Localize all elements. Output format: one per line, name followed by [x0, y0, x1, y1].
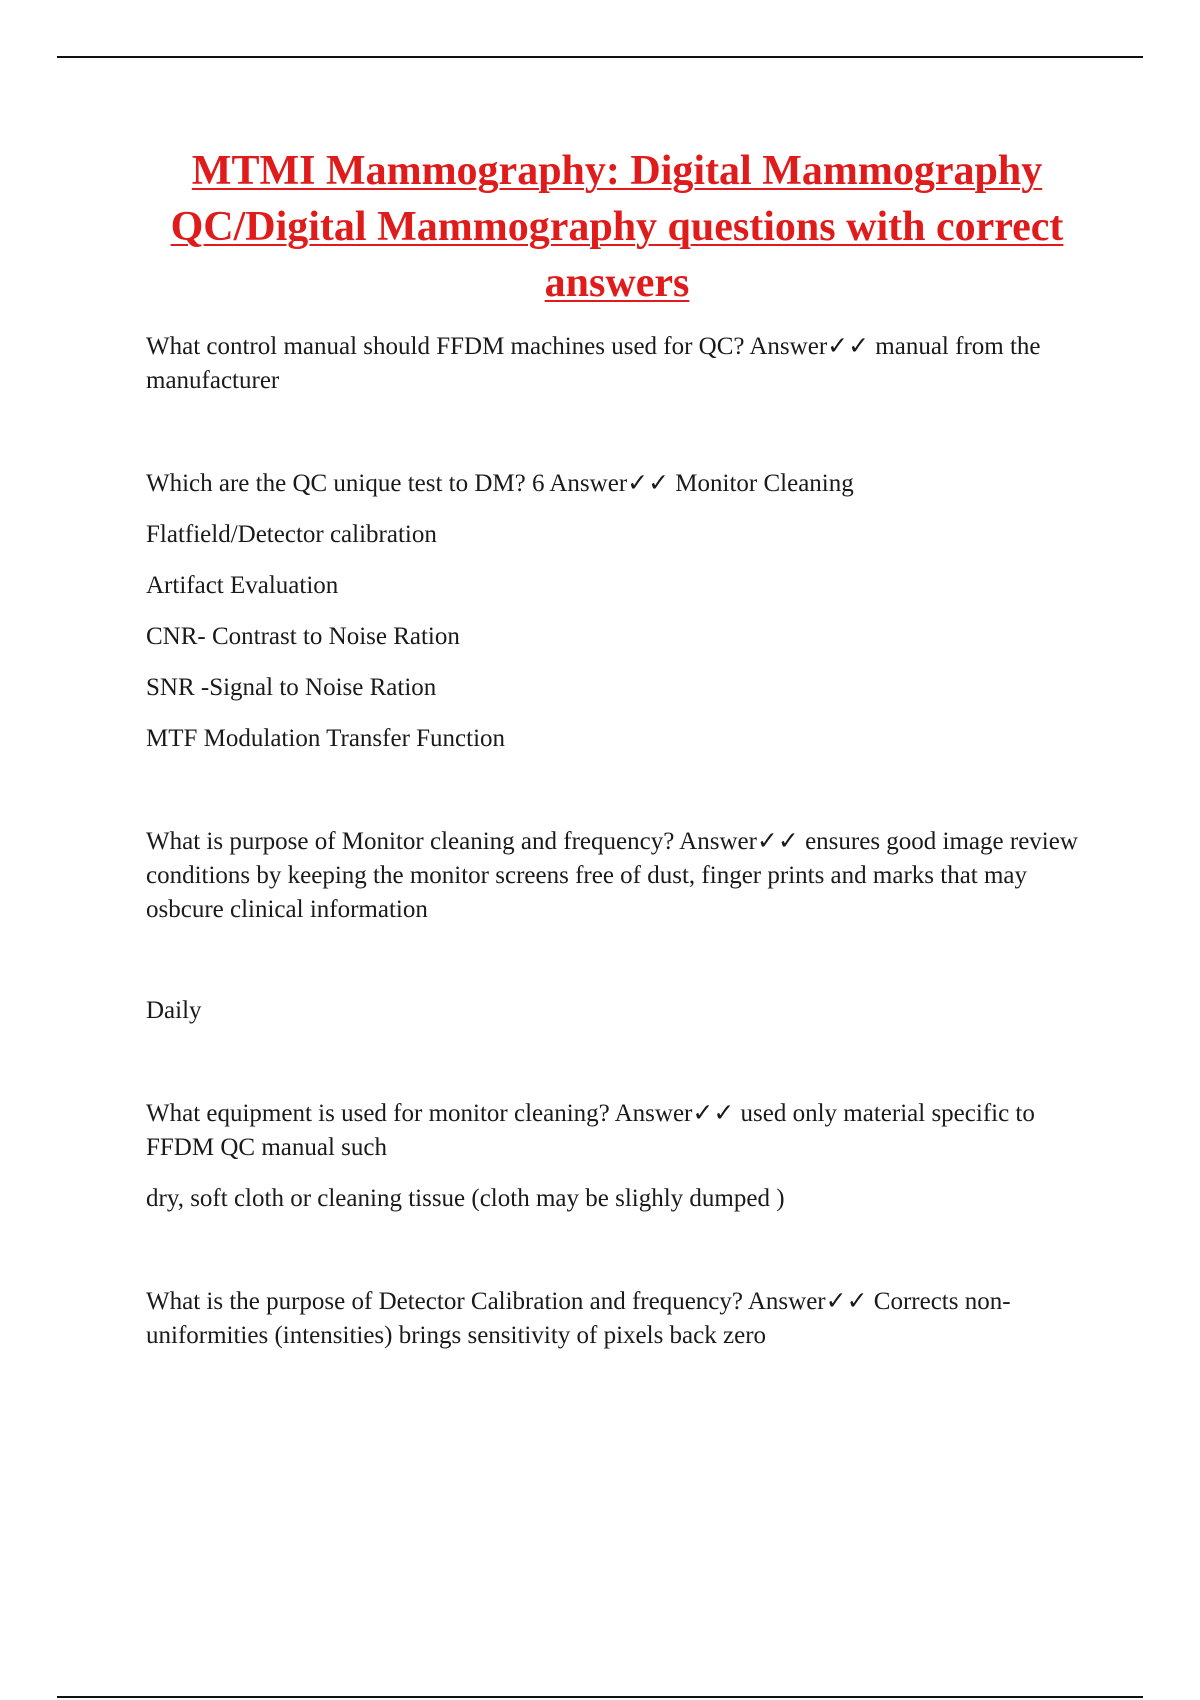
question-4-detail: dry, soft cloth or cleaning tissue (cloth may be slighly dumped ) — [146, 1185, 785, 1212]
question-4: What equipment is used for monitor cleaning? Answer✓✓ used only material specific to FFDM QC manual such — [146, 1100, 1035, 1161]
question-3-frequency: Daily — [146, 997, 202, 1024]
question-1: What control manual should FFDM machines used for QC? Answer✓✓ manual from the manufacturer — [146, 333, 1041, 394]
list-item: CNR- Contrast to Noise Ration — [146, 623, 460, 650]
question-2: Which are the QC unique test to DM? 6 Answer✓✓ Monitor Cleaning — [146, 470, 854, 497]
top-rule — [57, 56, 1143, 58]
list-item: MTF Modulation Transfer Function — [146, 725, 506, 752]
list-item: SNR -Signal to Noise Ration — [146, 674, 437, 701]
document-body — [146, 330, 1086, 1353]
list-item: Artifact Evaluation — [146, 572, 339, 599]
question-3: What is purpose of Monitor cleaning and frequency? Answer✓✓ ensures good image review conditions by keeping the monitor screens free of dust, finger prints and marks that may osbcure clinical information — [146, 828, 1078, 923]
document-title: MTMI Mammography: Digital Mammography QC/Digital Mammography questions with correct answers — [170, 148, 1064, 306]
bottom-rule — [57, 1696, 1143, 1698]
question-5: What is the purpose of Detector Calibration and frequency? Answer✓✓ Corrects non-uniformities (intensities) brings sensitivity of pixels back zero — [146, 1288, 1011, 1349]
list-item: Flatfield/Detector calibration — [146, 521, 437, 548]
